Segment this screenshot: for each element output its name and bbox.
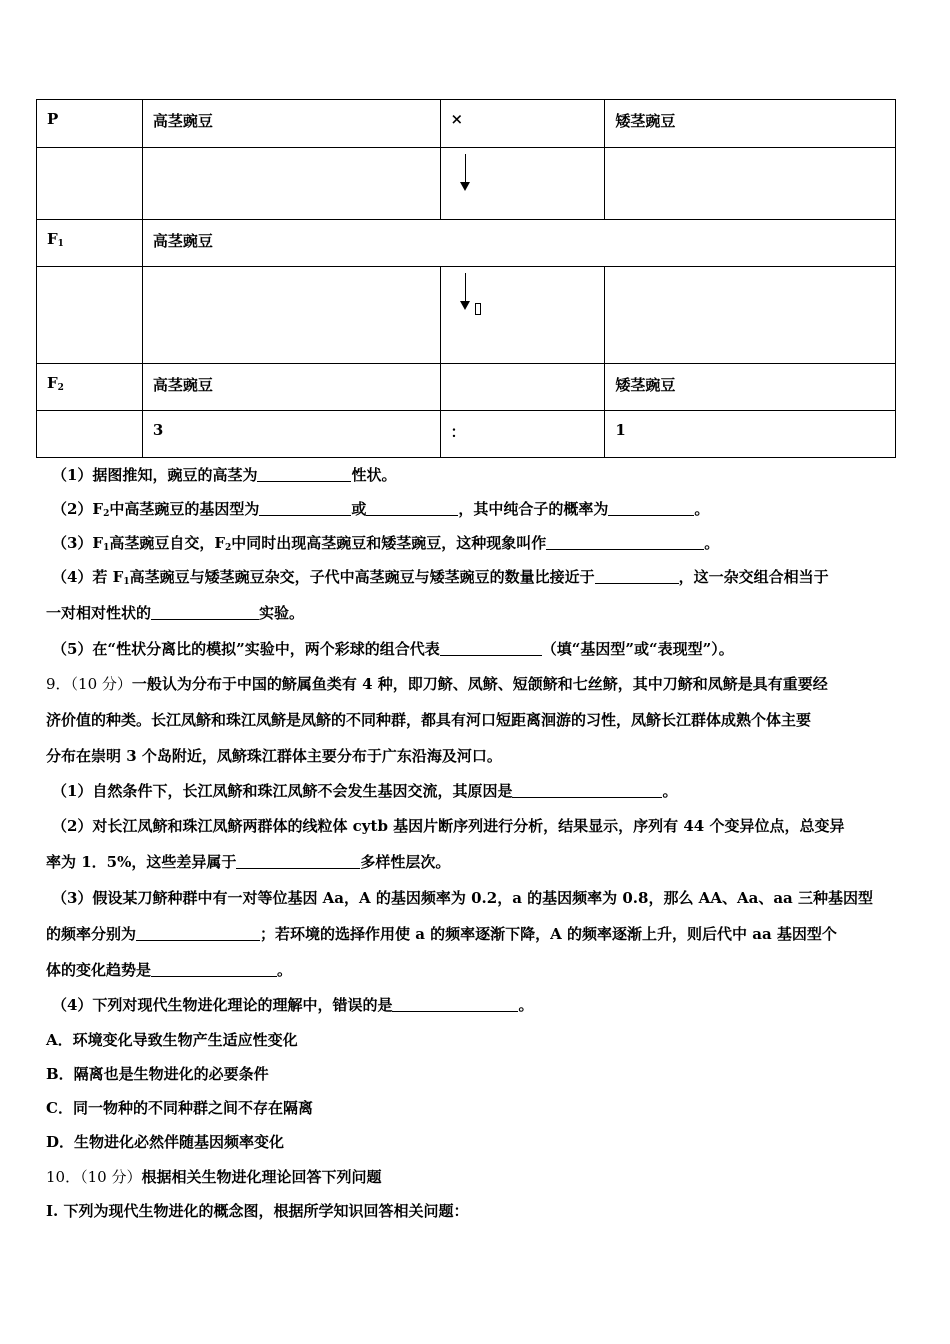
- table-row-f2: [37, 364, 896, 411]
- q10-number: 10．（10 分）: [46, 1168, 142, 1186]
- q9-part3: （3）假设某刀鲚种群中有一对等位基因 Aa，A 的基因频率为 0.2，a 的基因频率为 0.8，那么 AA、Aa、aa 三种基因型: [52, 889, 873, 907]
- q9-intro-2: 济价值的种类。长江凤鲚和珠江凤鲚是凤鲚的不同种群，都具有河口短距离洄游的习性，凤鲚长江群体成熟个体主要: [46, 711, 812, 729]
- row-label-p: P: [47, 110, 59, 128]
- q10-part1: I. 下列为现代生物进化的概念图，根据所学知识回答相关问题：: [46, 1202, 469, 1220]
- answer-blank[interactable]: [136, 926, 260, 941]
- f2-short-pea: 矮茎豌豆: [615, 376, 676, 394]
- ratio-colon: ：: [450, 423, 466, 441]
- down-arrow-icon: [459, 273, 473, 313]
- q9-intro-3: 分布在崇明 3 个岛附近，凤鲚珠江群体主要分布于广东沿海及河口。: [46, 747, 502, 765]
- q9-part4: （4）下列对现代生物进化理论的理解中，错误的是 。: [52, 996, 534, 1014]
- answer-blank[interactable]: [595, 569, 679, 584]
- answer-blank[interactable]: [546, 535, 704, 550]
- q9-intro-1: 9．（10 分）一般认为分布于中国的鲚属鱼类有 4 种，即刀鲚、凤鲚、短颌鲚和七丝鲚，其中刀鲚和凤鲚是具有重要经: [46, 675, 828, 693]
- answer-blank[interactable]: [608, 501, 694, 516]
- table-row-ratio: [37, 411, 896, 458]
- row-label-f1: $F_1$: [47, 230, 64, 249]
- table-row-f1: [37, 220, 896, 267]
- f1-tall-pea: 高茎豌豆: [152, 232, 213, 250]
- answer-blank[interactable]: [259, 501, 351, 516]
- p-short-pea: 矮茎豌豆: [615, 112, 676, 130]
- q9-part3-cont2: 体的变化趋势是 。: [46, 961, 293, 979]
- answer-blank[interactable]: [440, 641, 542, 656]
- table-row-arrow-1: [37, 148, 896, 220]
- q9-part3-cont: 的频率分别为 ；若环境的选择作用使 a 的频率逐渐下降，A 的频率逐渐上升，则后代中 aa 基因型个: [46, 925, 837, 943]
- q8-part5: （5）在“性状分离比的模拟”实验中，两个彩球的组合代表 （填“基因型”或“表现型”）。: [52, 640, 734, 658]
- q9-option-d[interactable]: D．生物进化必然伴随基因频率变化: [46, 1133, 285, 1151]
- down-arrow-icon: [459, 154, 473, 194]
- answer-blank[interactable]: [257, 467, 351, 482]
- answer-blank[interactable]: [236, 854, 360, 869]
- f2-tall-pea: 高茎豌豆: [152, 376, 213, 394]
- row-label-f2: $F_2$: [47, 374, 64, 393]
- cross-symbol: ×: [450, 110, 464, 128]
- p-tall-pea: 高茎豌豆: [152, 112, 213, 130]
- q9-part2-cont: 率为 1．5%，这些差异属于 多样性层次。: [46, 853, 451, 871]
- q9-option-a[interactable]: A．环境变化导致生物产生适应性变化: [46, 1031, 298, 1049]
- q9-option-c[interactable]: C．同一物种的不同种群之间不存在隔离: [46, 1099, 313, 1117]
- answer-blank[interactable]: [512, 783, 662, 798]
- table-row-p: [37, 100, 896, 148]
- q9-part1: （1）自然条件下，长江凤鲚和珠江凤鲚不会发生基因交流，其原因是 。: [52, 782, 678, 800]
- q8-part2: $(2)F_2$中高茎豌豆的基因型为 或 ，其中纯合子的概率为 。: [52, 500, 710, 519]
- q8-part3: $(3)F_1$高茎豌豆自交，$F_2$中同时出现高茎豌豆和矮茎豌豆，这种现象叫作 。: [52, 534, 720, 553]
- q8-part4-cont: 一对相对性状的 实验。: [46, 604, 305, 622]
- q8-part4: （4）若 $F_1$高茎豌豆与矮茎豌豆杂交，子代中高茎豌豆与矮茎豌豆的数量比接近于 ，这一杂交组合相当于: [52, 568, 829, 587]
- answer-blank[interactable]: [366, 501, 458, 516]
- q9-part2: （2）对长江凤鲚和珠江凤鲚两群体的线粒体 cytb 基因片断序列进行分析，结果显示，序列有 44 个变异位点，总变异: [52, 817, 845, 835]
- ratio-tall: 3: [152, 421, 164, 439]
- q10-heading: 10．（10 分）根据相关生物进化理论回答下列问题: [46, 1168, 382, 1186]
- q8-part1: （1）据图推知，豌豆的高茎为 性状。: [52, 466, 397, 484]
- answer-blank[interactable]: [151, 962, 277, 977]
- ratio-short: 1: [615, 421, 626, 439]
- pea-cross-table: [36, 99, 896, 458]
- selfing-symbol-icon: [475, 303, 481, 315]
- table-row-arrow-2: [37, 267, 896, 364]
- q9-number: 9．（10 分）: [46, 675, 132, 693]
- answer-blank[interactable]: [392, 997, 518, 1012]
- answer-blank[interactable]: [151, 605, 259, 620]
- q9-option-b[interactable]: B．隔离也是生物进化的必要条件: [46, 1065, 269, 1083]
